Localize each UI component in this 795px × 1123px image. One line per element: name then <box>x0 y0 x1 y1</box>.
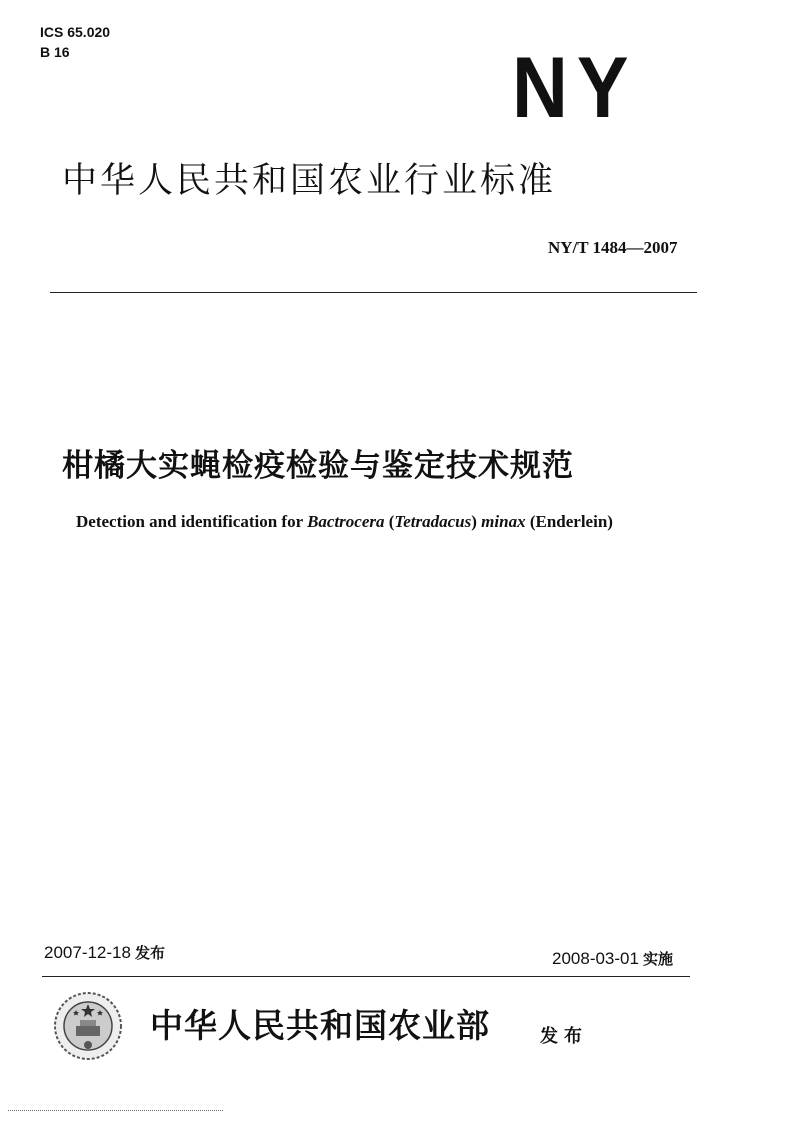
bottom-divider <box>42 976 690 977</box>
english-title-prefix: Detection and identification for <box>76 512 308 531</box>
english-title-genus: Bactrocera <box>307 512 385 531</box>
publisher-name: 中华人民共和国农业部 <box>150 1006 490 1045</box>
document-title-chinese: 柑橘大实蝇检疫检验与鉴定技术规范 <box>62 448 574 484</box>
implementation-date <box>552 948 673 969</box>
footer-dotted-line <box>8 1110 223 1111</box>
standard-number: NY/T 1484—2007 <box>548 238 678 257</box>
issue-date-label: 发布 <box>134 944 165 962</box>
issue-date-value: 2007-12-18 <box>44 943 131 962</box>
implementation-date-value: 2008-03-01 <box>552 949 639 968</box>
english-title-author: (Enderlein) <box>529 512 613 531</box>
top-divider <box>50 292 697 293</box>
english-title-species: minax <box>481 512 526 531</box>
standard-category-title: 中华人民共和国农业行业标准 <box>62 161 557 201</box>
issue-date <box>44 942 165 963</box>
ny-logo: NY <box>512 40 638 136</box>
document-title-english: Detection and identification for Bactrocera (Tetradacus) minax (Enderlein) <box>76 512 613 531</box>
publish-label: 发布 <box>540 1026 588 1047</box>
classification-codes <box>40 22 110 62</box>
national-emblem-icon <box>52 990 124 1062</box>
ics-code: ICS 65.020 <box>40 24 111 40</box>
english-title-subgenus: Tetradacus <box>394 512 472 531</box>
ccs-code: B 16 <box>40 44 70 60</box>
implementation-date-label: 实施 <box>642 950 673 968</box>
